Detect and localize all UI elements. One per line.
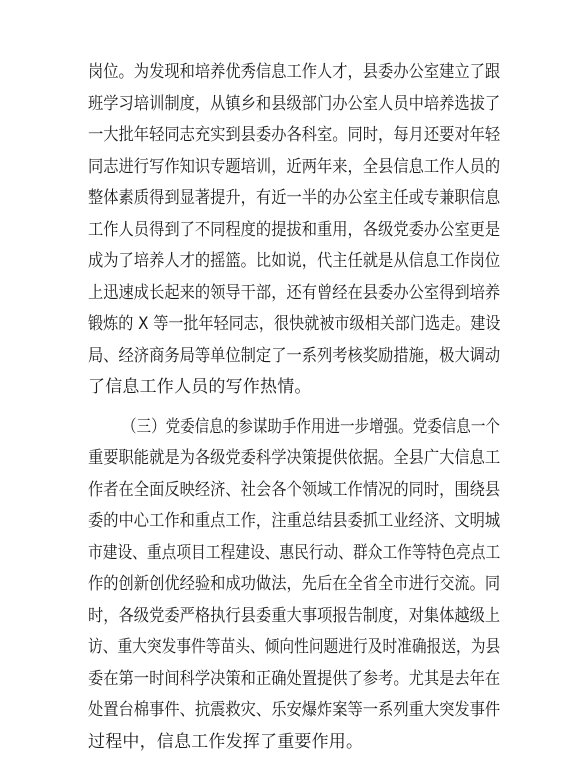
text-line: 岗位。为发现和培养优秀信息工作人才，县委办公室建立了跟	[88, 62, 501, 82]
text-line: 委在第一时间科学决策和正确处置提供了参考。尤其是去年在	[88, 669, 501, 689]
text-line: 时，各级党委严格执行县委重大事项报告制度，对集体越级上	[88, 606, 501, 626]
text-line: 工作人员得到了不同程度的提拔和重用，各级党委办公室更是	[88, 220, 501, 240]
text-line: 上迅速成长起来的领导干部，还有曾经在县委办公室得到培养	[88, 283, 501, 303]
text-line: 过程中，信息工作发挥了重要作用。	[88, 732, 364, 752]
text-line: 了信息工作人员的写作热情。	[88, 377, 312, 397]
text-line: 处置台棉事件、抗震救灾、乐安爆炸案等一系列重大突发事件	[88, 700, 501, 720]
text-line: 重要职能就是为各级党委科学决策提供依据。全县广大信息工	[88, 448, 501, 468]
text-line: 班学习培训制度，从镇乡和县级部门办公室人员中培养选拔了	[88, 94, 501, 114]
text-line: 委的中心工作和重点工作，注重总结县委抓工业经济、文明城	[88, 511, 501, 531]
text-line: 整体素质得到显著提升，有近一半的办公室主任或专兼职信息	[88, 188, 501, 208]
text-line: 市建设、重点项目工程建设、惠民行动、群众工作等特色亮点工	[88, 543, 501, 563]
text-line: 一大批年轻同志充实到县委办各科室。同时，每月还要对年轻	[88, 125, 501, 145]
text-line: 局、经济商务局等单位制定了一系列考核奖励措施，极大调动	[88, 346, 501, 366]
text-line: 锻炼的 X 等一批年轻同志，很快就被市级相关部门选走。建设	[88, 314, 501, 334]
text-line: 作者在全面反映经济、社会各个领域工作情况的同时，围绕县	[88, 480, 501, 500]
text-line: 同志进行写作知识专题培训，近两年来，全县信息工作人员的	[88, 157, 501, 177]
text-line: 作的创新创优经验和成功做法，先后在全省全市进行交流。同	[88, 574, 501, 594]
text-line: 访、重大突发事件等苗头、倾向性问题进行及时准确报送，为县	[88, 637, 501, 657]
section-heading-line: （三）党委信息的参谋助手作用进一步增强。党委信息一个	[122, 417, 500, 437]
text-line: 成为了培养人才的摇篮。比如说，代主任就是从信息工作岗位	[88, 251, 501, 271]
